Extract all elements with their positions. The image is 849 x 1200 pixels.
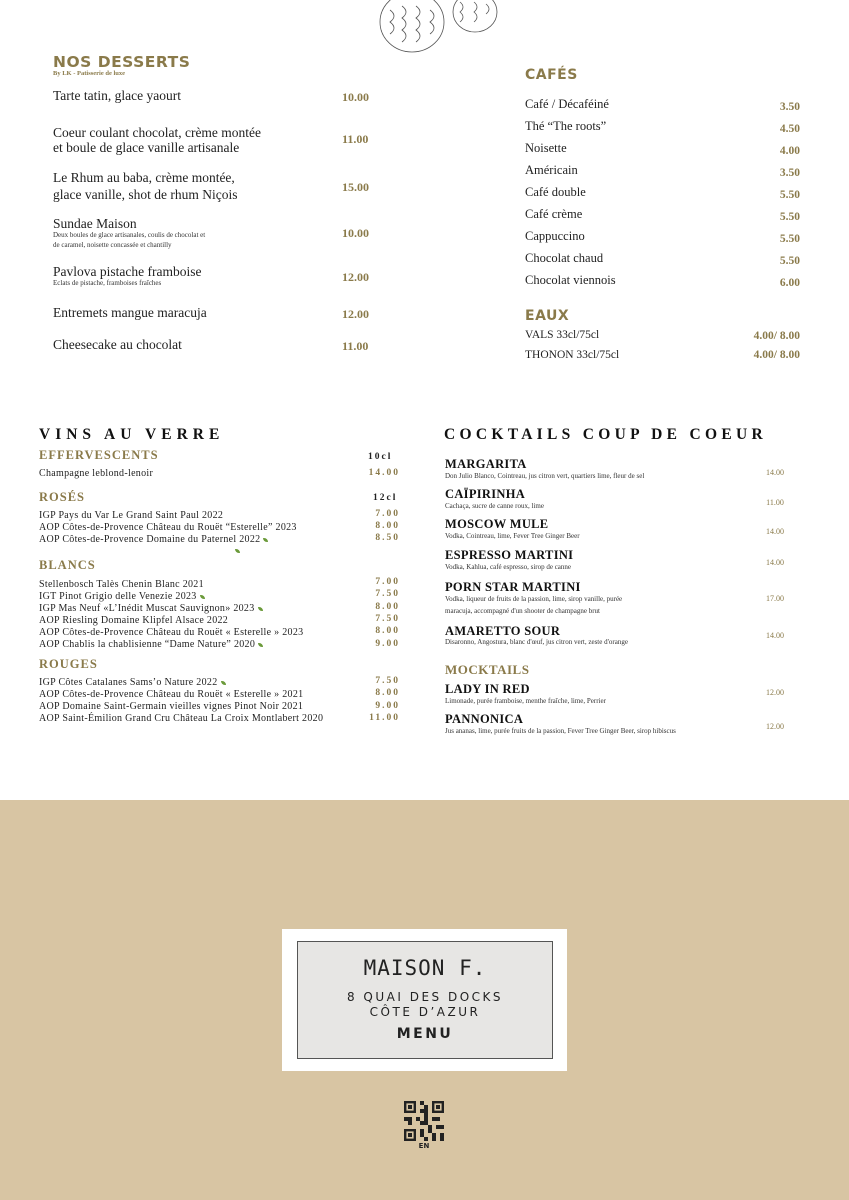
cafe-item-price: 6.00 bbox=[779, 277, 800, 289]
cafe-item-price: 4.00 bbox=[779, 145, 800, 157]
wine-item-price: 9.00 bbox=[375, 701, 400, 711]
wine-item-name: IGP Pays du Var Le Grand Saint Paul 2022 bbox=[39, 510, 224, 521]
brand-card-inner bbox=[297, 941, 553, 1059]
wine-item-price: 7.50 bbox=[375, 676, 400, 686]
vins-rouges-heading: ROUGES bbox=[39, 657, 98, 671]
mocktail-description: Limonade, purée framboise, menthe fraîche, lime, Perrier bbox=[445, 697, 606, 705]
cafe-item-price: 3.50 bbox=[779, 101, 800, 113]
brand-logo-text: MAISON F. bbox=[363, 956, 487, 980]
cafe-item-price: 3.50 bbox=[779, 167, 800, 179]
wine-item-price: 7.00 bbox=[375, 509, 400, 519]
wine-item-name: AOP Côtes-de-Provence Château du Rouët « Esterelle » 2023 bbox=[39, 627, 304, 638]
wine-item-name: Stellenbosch Talès Chenin Blanc 2021 bbox=[39, 579, 204, 590]
vins-title: VINS AU VERRE bbox=[39, 426, 225, 443]
cocktail-description-line2: maracuja, accompagné d'un shooter de champagne brut bbox=[445, 607, 601, 615]
leaf-icon bbox=[258, 643, 263, 647]
vins-roses-heading: ROSÉS bbox=[39, 490, 85, 504]
cafe-item-name: Thé “The roots” bbox=[525, 119, 607, 133]
wine-item-price: 9.00 bbox=[375, 639, 400, 649]
cocktail-price: 11.00 bbox=[766, 498, 784, 507]
dessert-price: 11.00 bbox=[342, 132, 369, 146]
wine-item-label: IGT Pinot Grigio delle Venezie 2023 bbox=[39, 591, 197, 602]
vins-unit-12cl: 12cl bbox=[373, 493, 398, 503]
wine-item-label: AOP Chablis la chablisienne “Dame Nature” 2020 bbox=[39, 639, 256, 650]
desserts-subtitle: By LK - Patisserie de luxe bbox=[53, 70, 126, 77]
menu-label: MENU bbox=[396, 1026, 454, 1042]
dessert-name: Sundae Maison bbox=[53, 216, 137, 231]
dessert-name: Pavlova pistache framboise bbox=[53, 264, 202, 279]
wine-item-name bbox=[39, 534, 268, 545]
cocktail-description: Vodka, liqueur de fruits de la passion, lime, sirop vanille, purée bbox=[445, 595, 623, 603]
dessert-price: 11.00 bbox=[342, 339, 369, 353]
wine-item-name: AOP Côtes-de-Provence Château du Rouët « Esterelle » 2021 bbox=[39, 689, 304, 700]
eaux-title: EAUX bbox=[525, 308, 570, 324]
leaf-icon bbox=[235, 549, 240, 553]
cocktail-price: 14.00 bbox=[766, 527, 784, 536]
cocktail-price: 14.00 bbox=[766, 558, 784, 567]
wine-item-name bbox=[39, 603, 263, 614]
cocktail-description: Don Julio Blanco, Cointreau, jus citron vert, quartiers lime, fleur de sel bbox=[445, 472, 645, 480]
wine-item-price: 8.00 bbox=[375, 688, 400, 698]
cafe-item-price: 5.50 bbox=[779, 211, 800, 223]
dessert-name-line2: et boule de glace vanille artisanale bbox=[53, 140, 240, 155]
mocktail-price: 12.00 bbox=[766, 722, 784, 731]
dessert-price: 10.00 bbox=[342, 90, 369, 104]
dessert-name-line2: glace vanille, shot de rhum Niçois bbox=[53, 187, 238, 202]
raspberry-illustration bbox=[360, 0, 500, 55]
wine-item-price: 8.00 bbox=[375, 626, 400, 636]
wine-item-name: AOP Riesling Domaine Klipfel Alsace 2022 bbox=[39, 615, 229, 626]
cafe-item-name: Noisette bbox=[525, 141, 567, 155]
leaf-icon bbox=[258, 607, 263, 611]
wine-item-name bbox=[39, 591, 205, 602]
cafe-item-price: 5.50 bbox=[779, 255, 800, 267]
cafe-item-name: Café double bbox=[525, 185, 586, 199]
dessert-description: Eclats de pistache, framboises fraîches bbox=[53, 279, 162, 287]
mocktail-name: LADY IN RED bbox=[445, 682, 530, 696]
vins-blancs-heading: BLANCS bbox=[39, 558, 96, 572]
eaux-item-price: 4.00/ 8.00 bbox=[753, 330, 800, 342]
mocktail-description: Jus ananas, lime, purée fruits de la passion, Fever Tree Ginger Beer, sirop hibiscus bbox=[445, 727, 676, 735]
cocktail-description: Vodka, Cointreau, lime, Fever Tree Ginger Beer bbox=[445, 532, 580, 540]
cafe-item-price: 5.50 bbox=[779, 189, 800, 201]
wine-item-price: 8.50 bbox=[375, 533, 400, 543]
cocktail-name: AMARETTO SOUR bbox=[445, 624, 561, 638]
dessert-price: 12.00 bbox=[342, 307, 369, 321]
cocktail-name: MARGARITA bbox=[445, 457, 527, 471]
dessert-name: Cheesecake au chocolat bbox=[53, 337, 182, 352]
cocktail-name: ESPRESSO MARTINI bbox=[445, 548, 574, 562]
leaf-icon bbox=[263, 538, 268, 542]
mocktail-name: PANNONICA bbox=[445, 712, 524, 726]
cafe-item-name: Chocolat viennois bbox=[525, 273, 616, 287]
cocktail-description: Cachaça, sucre de canne roux, lime bbox=[445, 502, 544, 510]
dessert-name: Le Rhum au baba, crème montée, bbox=[53, 170, 235, 185]
cocktail-price: 17.00 bbox=[766, 594, 784, 603]
wine-item-name bbox=[39, 677, 226, 688]
dessert-price: 10.00 bbox=[342, 226, 369, 240]
wine-item-name bbox=[39, 522, 297, 533]
cafe-item-name: Café crème bbox=[525, 207, 583, 221]
cafe-item-name: Cappuccino bbox=[525, 229, 585, 243]
wine-item-price: 8.00 bbox=[375, 602, 400, 612]
wine-item-price: 7.00 bbox=[375, 577, 400, 587]
dessert-name: Entremets mangue maracuja bbox=[53, 305, 207, 320]
wine-item-price: 11.00 bbox=[369, 713, 400, 723]
wine-item-label: IGP Mas Neuf «L’Inédit Muscat Sauvignon» 2023 bbox=[39, 603, 255, 614]
address-line-2: CÔTE D’AZUR bbox=[369, 1005, 481, 1019]
qr-code-icon[interactable] bbox=[404, 1101, 444, 1141]
cocktail-description: Vodka, Kahlua, café espresso, sirop de canne bbox=[445, 563, 572, 571]
eaux-item-name: THONON 33cl/75cl bbox=[525, 349, 620, 361]
eaux-item-name: VALS 33cl/75cl bbox=[525, 329, 600, 341]
wine-item-price: 8.00 bbox=[375, 521, 400, 531]
wine-item-label: AOP Côtes-de-Provence Château du Rouët “Esterelle” 2023 bbox=[39, 522, 297, 533]
cocktail-price: 14.00 bbox=[766, 468, 784, 477]
wine-item-name: AOP Domaine Saint-Germain vieilles vignes Pinot Noir 2021 bbox=[39, 701, 304, 712]
wine-item-label: AOP Côtes-de-Provence Domaine du Paternel 2022 bbox=[39, 534, 261, 545]
qr-language-label: EN bbox=[418, 1142, 430, 1150]
dessert-price: 15.00 bbox=[342, 180, 369, 194]
dessert-description-line2: de caramel, noisette concassée et chantilly bbox=[53, 241, 172, 249]
cocktail-price: 14.00 bbox=[766, 631, 784, 640]
cocktails-title: COCKTAILS COUP DE COEUR bbox=[444, 426, 767, 443]
dessert-price: 12.00 bbox=[342, 270, 369, 284]
cafes-title: CAFÉS bbox=[525, 67, 578, 83]
wine-item-price: 14.00 bbox=[368, 468, 400, 478]
vins-effervescents-heading: EFFERVESCENTS bbox=[39, 448, 159, 462]
cafe-item-name: Chocolat chaud bbox=[525, 251, 604, 265]
cafe-item-price: 5.50 bbox=[779, 233, 800, 245]
dessert-description: Deux boules de glace artisanales, coulis de chocolat et bbox=[53, 231, 206, 239]
eaux-item-price: 4.00/ 8.00 bbox=[753, 349, 800, 361]
cafe-item-price: 4.50 bbox=[779, 123, 800, 135]
brand-card bbox=[282, 929, 567, 1071]
cocktail-name: PORN STAR MARTINI bbox=[445, 580, 581, 594]
desserts-title: NOS DESSERTS bbox=[53, 53, 191, 71]
dessert-name: Tarte tatin, glace yaourt bbox=[53, 88, 181, 103]
cocktail-description: Disaronno, Angostura, blanc d'œuf, jus citron vert, zeste d'orange bbox=[445, 638, 628, 646]
wine-item-name: AOP Saint-Émilion Grand Cru Château La Croix Montlabert 2020 bbox=[39, 713, 324, 724]
cafe-item-name: Américain bbox=[525, 163, 578, 177]
address-line-1: 8 QUAI DES DOCKS bbox=[346, 990, 504, 1004]
cocktail-name: MOSCOW MULE bbox=[445, 517, 549, 531]
wine-item-name: Champagne leblond-lenoir bbox=[39, 468, 154, 479]
vins-unit-10cl: 10cl bbox=[368, 452, 393, 462]
cafe-item-name: Café / Décaféiné bbox=[525, 97, 609, 111]
mocktails-title: MOCKTAILS bbox=[445, 662, 530, 677]
leaf-icon bbox=[200, 595, 205, 599]
cocktail-name: CAÏPIRINHA bbox=[445, 487, 526, 501]
wine-item-name bbox=[39, 639, 263, 650]
wine-item-price: 7.50 bbox=[375, 614, 400, 624]
wine-item-price: 7.50 bbox=[375, 589, 400, 599]
wine-item-label: IGP Côtes Catalanes Sams’o Nature 2022 bbox=[39, 677, 218, 688]
leaf-icon bbox=[221, 681, 226, 685]
dessert-name: Coeur coulant chocolat, crème montée bbox=[53, 125, 262, 140]
mocktail-price: 12.00 bbox=[766, 688, 784, 697]
